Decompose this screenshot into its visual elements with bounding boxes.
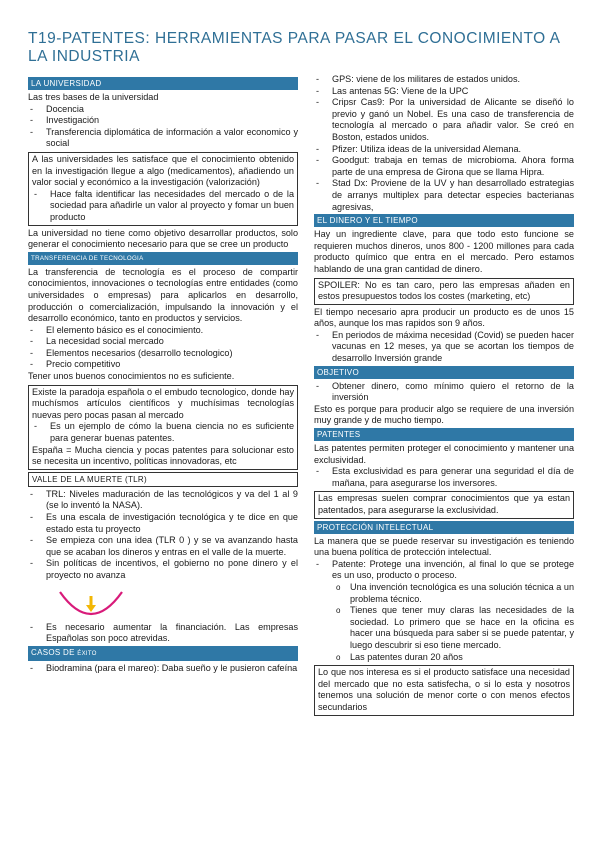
paragraph: La manera que se puede reservar su investigación es teniendo una buena política de protección intelectual. [314,535,574,558]
section-header-universidad: LA UNIVERSIDAD [28,77,298,90]
bullet-list [314,381,574,404]
list-item: - Cripsr Cas9: Por la universidad de Alicante se diseñó lo previo y ganó un Nobel. Es una caso de transferencia de tecnología al mercado o para añadir valor. Se creó en Boston, estados unidos. [314,97,574,143]
list-item: - Precio competitivo [28,359,298,371]
section-header-proteccion: PROTECCIÓN INTELECTUAL [314,521,574,534]
list-item: - Elementos necesarios (desarrollo tecnologico) [28,348,298,360]
left-column [28,76,298,674]
section-header-patentes: PATENTES [314,428,574,441]
section-header-transferencia: TRANSFERENCIA DE TECNOLOGIA [28,252,298,265]
list-item: - GPS: viene de los militares de estados unidos. [314,74,574,86]
bullet-list [314,330,574,365]
sub-list-item: o Las patentes duran 20 años [332,652,574,664]
list-item: - Pfizer: Utiliza ideas de la universidad Alemana. [314,144,574,156]
bullet-list [314,466,574,489]
list-item: - El elemento básico es el conocimiento. [28,325,298,337]
list-item: - Investigación [28,115,298,127]
section-header-dinero: EL DINERO Y EL TIEMPO [314,214,574,227]
highlight-box [28,385,298,470]
list-item: - Obtener dinero, como mínimo quiero el retorno de la inversión [314,381,574,404]
list-item: - Biodramina (para el mareo): Daba sueño y le pusieron cafeína [28,663,298,675]
bullet-list [28,663,298,675]
list-item: - Se empieza con una idea (TLR 0 ) y se va avanzando hasta que se acaban los dineros y entras en el valle de la muerte. [28,535,298,558]
bullet-list [28,489,298,582]
list-item: - Sin políticas de incentivos, el gobierno no pone dinero y el proyecto no avanza [28,558,298,581]
sub-list-item: o Una invención tecnológica es una solución técnica a un problema técnico. [332,582,574,605]
box-text: España = Mucha ciencia y pocas patentes para solucionar esto se necesita un incentivo, políticas innovadoras, etc [32,444,294,467]
paragraph: Hay un ingrediente clave, para que todo esto funcione se requieren muchos dineros, unos 800 - 1200 millones para cada producto químico que entra en el mercado. Pero estamos hablando de una gran cantidad de dinero. [314,229,574,274]
page-title: T19-PATENTES: HERRAMIENTAS PARA PASAR EL CONOCIMIENTO A LA INDUSTRIA [28,30,560,65]
right-column [314,74,574,718]
box-text: A las universidades les satisface que el conocimiento obtenido en la investigación llegue a algo (medicamentos), añadiendo un valor social y económico a la investigación (valorización) [32,153,294,188]
paragraph: Las patentes permiten proteger el conocimiento y mantener una exclusividad. [314,443,574,465]
list-item: - TRL: Niveles maduración de las tecnológicos y va del 1 al 9 (se lo inventó la NASA). [28,489,298,512]
valley-figure [28,582,298,622]
header-small: ÉXITO [77,650,97,657]
list-item: - Esta exclusividad es para generar una seguridad el día de mañana, para asegurarse los inversores. [314,466,574,489]
list-item: - Transferencia diplomática de información a valor economico y social [28,127,298,150]
paragraph: El tiempo necesario apra producir un producto es de unos 15 años, aunque los mas rapidos son 9 años. [314,306,574,329]
list-item: - Es necesario aumentar la financiación. Las empresas Españolas son poco atrevidas. [28,622,298,645]
bullet-list [28,325,298,371]
highlight-box: Las empresas suelen comprar conocimientos que ya estan patentados, para asegurarse la exclusividad. [314,491,574,518]
bullet-list [314,74,574,213]
box-text: Existe la paradoja española o el embudo tecnologico, donde hay muchísmos artículos científicos y muchísimas tecnologías nuevas pero pocas pasan al mercado [32,386,294,420]
highlight-box: Lo que nos interesa es si el producto satisface una necesidad del mercado que no esta satisfecha, o si lo esta y nosotros tenemos una solución de menor corte o con menos efectos secundarios [314,665,574,715]
list-item: - Stad Dx: Proviene de la UV y han desarrollado estrategias de arranys multiplex para detectar especies bacterianas agresivas, [314,178,574,213]
paragraph: La universidad no tiene como objetivo desarrollar productos, solo generar el conocimiento necesario para que se cree un producto [28,227,298,250]
bullet-list [314,559,574,582]
header-main: CASOS DE [31,647,75,657]
section-header-valle: VALLE DE LA MUERTE (TLR) [28,472,298,487]
valley-curve-icon [56,586,126,618]
spoiler-box: SPOILER: No es tan caro, pero las empresas añaden en estos presupuestos todos los costes (marketing, etc) [314,278,574,305]
sub-bullet-list [332,582,574,663]
list-item: - En periodos de máxima necesidad (Covid) se pueden hacer vacunas en 12 meses, ya que se acortan los tiempos de desarrollo Inversión grande [314,330,574,365]
list-item: - Patente: Protege una invención, al final lo que se protege es un uso, producto o proceso. [314,559,574,582]
highlight-box [28,152,298,226]
section-header-objetivo: OBJETIVO [314,366,574,379]
section-header-casos [28,646,298,661]
list-item: - Las antenas 5G: Viene de la UPC [314,86,574,98]
sub-list-item: o Tienes que tener muy claras las necesidades de la sociedad. Lo primero que se hace en la oficina es hacer una búsqueda para saber si se puede patentar, y luego descubrir si eso tiene mercado. [332,605,574,651]
paragraph: Tener unos buenos conocimientos no es suficiente. [28,371,235,382]
list-item: - Goodgut: trabaja en temas de microbioma. Ahora forma parte de una empresa de Girona que se llama Hipra. [314,155,574,178]
list-item: - La necesidad social mercado [28,336,298,348]
paragraph: Las tres bases de la universidad [28,92,159,102]
paragraph: La transferencia de tecnología es el proceso de compartir conocimientos, innovaciones o tecnologías entre entidades (como universidades o empresas) para aplicarlos en desarrollo, producción o comercialización, impulsando la innovación y el desarrollo económico, tanto en productos y servicios. [28,266,298,324]
list-item: - Es una escala de investigación tecnológica y te dice en que estado esta tu proyecto [28,512,298,535]
paragraph: Esto es porque para producir algo se requiere de una inversión muy grande y de mucho tiempo. [314,403,574,426]
bullet-list [28,104,298,150]
bullet-list [28,622,298,645]
list-item: - Docencia [28,104,298,116]
list-item: - Es un ejemplo de cómo la buena ciencia no es suficiente para generar buenas patentes. [32,421,294,444]
list-item: - Hace falta identificar las necesidades del mercado o de la sociedad para añadirle un valor al proyecto y fomar un buen producto [32,189,294,224]
